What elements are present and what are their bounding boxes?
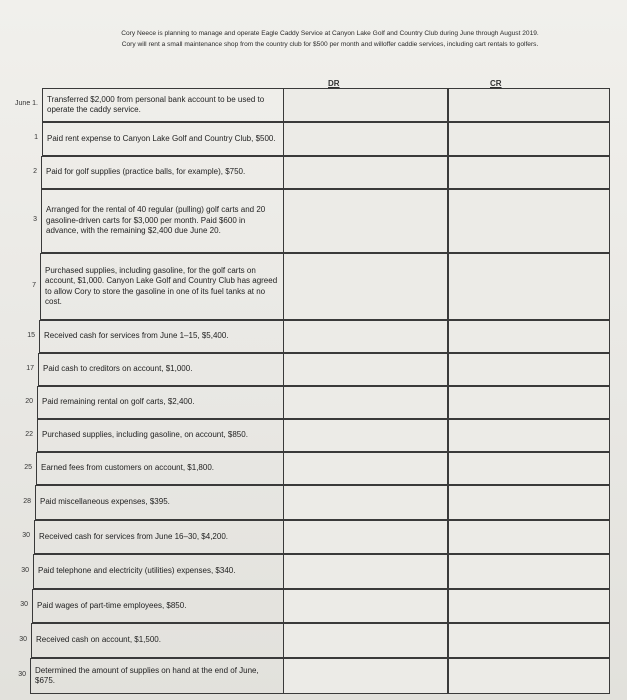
table-row: [0, 485, 627, 520]
table-row: [0, 353, 627, 386]
intro-line-2: Cory will rent a small maintenance shop from the country club for $500 per month and willoffer caddie services, including cart rentals to golfers.: [121, 41, 539, 48]
credit-entry-cell[interactable]: [448, 386, 610, 419]
table-row: [0, 623, 627, 658]
table-row: [0, 452, 627, 485]
debit-entry-cell[interactable]: [283, 122, 448, 156]
debit-entry-cell[interactable]: [283, 520, 448, 554]
transaction-date: 30: [21, 566, 29, 574]
debit-entry-cell[interactable]: [283, 253, 448, 320]
transaction-description: Paid for golf supplies (practice balls, for example), $750.: [41, 156, 283, 189]
debit-entry-cell[interactable]: [283, 189, 448, 253]
credit-entry-cell[interactable]: [448, 122, 610, 156]
intro-line-1: Cory Neece is planning to manage and operate Eagle Caddy Service at Canyon Lake Golf and Country Club during June through August 2019.: [121, 30, 539, 37]
debit-entry-cell[interactable]: [283, 419, 448, 452]
credit-entry-cell[interactable]: [448, 485, 610, 520]
debit-entry-cell[interactable]: [283, 320, 448, 353]
transaction-description: Received cash for services from June 16–30, $4,200.: [34, 520, 283, 554]
debit-entry-cell[interactable]: [283, 386, 448, 419]
table-row: [0, 122, 627, 156]
table-row: [0, 658, 627, 694]
transaction-description: Paid telephone and electricity (utilities) expenses, $340.: [33, 554, 283, 589]
debit-entry-cell[interactable]: [283, 554, 448, 589]
transaction-date: June 1.: [15, 100, 38, 107]
credit-entry-cell[interactable]: [448, 253, 610, 320]
transaction-date: 30: [20, 601, 28, 608]
table-row: [0, 520, 627, 554]
transaction-description: Determined the amount of supplies on hand at the end of June, $675.: [30, 658, 283, 694]
credit-entry-cell[interactable]: [448, 658, 610, 694]
table-row: [0, 419, 627, 452]
transaction-date: 2: [33, 167, 37, 175]
credit-entry-cell[interactable]: [448, 452, 610, 485]
transaction-description: Paid wages of part-time employees, $850.: [32, 589, 283, 623]
debit-entry-cell[interactable]: [283, 658, 448, 694]
table-row: [0, 554, 627, 589]
transaction-description: Paid rent expense to Canyon Lake Golf and Country Club, $500.: [42, 122, 283, 156]
cr-column-header: CR: [490, 79, 502, 88]
debit-entry-cell[interactable]: [283, 88, 448, 122]
debit-entry-cell[interactable]: [283, 485, 448, 520]
credit-entry-cell[interactable]: [448, 419, 610, 452]
transaction-date: 30: [19, 635, 27, 643]
transaction-description: Purchased supplies, including gasoline, on account, $850.: [37, 419, 283, 452]
credit-entry-cell[interactable]: [448, 88, 610, 122]
transaction-date: 30: [22, 532, 30, 539]
credit-entry-cell[interactable]: [448, 156, 610, 189]
credit-entry-cell[interactable]: [448, 589, 610, 623]
transaction-description: Earned fees from customers on account, $1,800.: [36, 452, 283, 485]
credit-entry-cell[interactable]: [448, 554, 610, 589]
transaction-date: 7: [32, 281, 36, 289]
table-row: [0, 386, 627, 419]
transaction-description: Received cash on account, $1,500.: [31, 623, 283, 658]
transaction-description: Paid miscellaneous expenses, $395.: [35, 485, 283, 520]
transaction-date: 30: [18, 671, 26, 678]
debit-entry-cell[interactable]: [283, 156, 448, 189]
debit-entry-cell[interactable]: [283, 589, 448, 623]
table-row: [0, 156, 627, 189]
credit-entry-cell[interactable]: [448, 623, 610, 658]
transaction-description: Paid cash to creditors on account, $1,000.: [38, 353, 283, 386]
transaction-description: Received cash for services from June 1–15, $5,400.: [39, 320, 283, 353]
problem-intro: [40, 28, 620, 50]
debit-entry-cell[interactable]: [283, 452, 448, 485]
transaction-date: 3: [33, 216, 37, 223]
transaction-date: 15: [27, 331, 35, 339]
debit-entry-cell[interactable]: [283, 353, 448, 386]
table-row: [0, 320, 627, 353]
table-row: [0, 589, 627, 623]
transaction-description: Purchased supplies, including gasoline, for the golf carts on account, $1,000. Canyon Lake Golf and Country Club has agreed to allow Cory to store the gasoline in one of its fuel tanks at no cost.: [40, 253, 283, 320]
table-row: [0, 253, 627, 320]
transaction-date: 25: [24, 463, 32, 471]
credit-entry-cell[interactable]: [448, 353, 610, 386]
table-row: [0, 88, 627, 122]
transaction-date: 22: [25, 430, 33, 438]
transaction-date: 28: [23, 497, 31, 505]
transaction-date: 20: [25, 397, 33, 405]
transaction-description: Transferred $2,000 from personal bank account to be used to operate the caddy service.: [42, 88, 283, 122]
credit-entry-cell[interactable]: [448, 520, 610, 554]
debit-entry-cell[interactable]: [283, 623, 448, 658]
dr-column-header: DR: [328, 79, 340, 88]
transaction-description: Arranged for the rental of 40 regular (pulling) golf carts and 20 gasoline-driven carts for $3,000 per month. Paid $600 in advance, with the remaining $2,400 due June 20.: [41, 189, 283, 253]
transaction-date: 17: [26, 364, 34, 372]
credit-entry-cell[interactable]: [448, 189, 610, 253]
credit-entry-cell[interactable]: [448, 320, 610, 353]
transaction-date: 1: [34, 134, 38, 141]
table-row: [0, 189, 627, 253]
transaction-description: Paid remaining rental on golf carts, $2,400.: [37, 386, 283, 419]
